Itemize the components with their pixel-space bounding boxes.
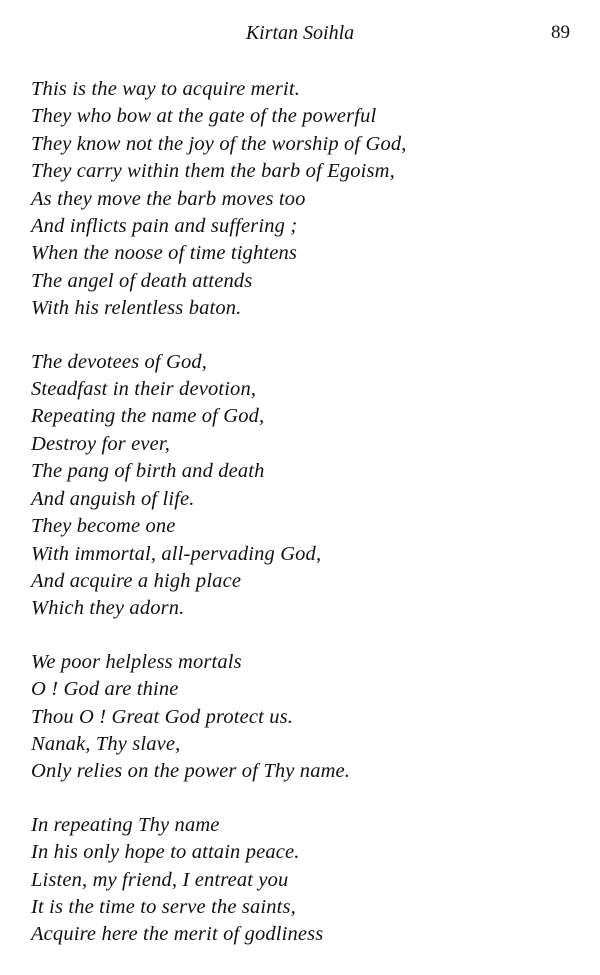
running-title: Kirtan Soihla	[245, 22, 355, 44]
poem-line: The pang of birth and death	[31, 460, 265, 483]
poem-line: O ! God are thine	[31, 678, 179, 701]
poem-line: They become one	[31, 515, 176, 538]
poem-line: Repeating the name of God,	[31, 405, 265, 428]
poem-line: And acquire a high place	[31, 569, 242, 592]
poem-line: They know not the joy of the worship of God,	[31, 132, 407, 155]
poem-line: As they move the barb moves too	[31, 187, 306, 210]
running-head	[0, 20, 600, 46]
poem-line: The devotees of God,	[31, 350, 208, 373]
page-number: 89	[551, 22, 570, 43]
poem-line: Destroy for ever,	[31, 432, 170, 455]
poem-line: Which they adorn.	[31, 597, 185, 620]
poem-line: Steadfast in their devotion,	[31, 378, 257, 401]
poem-line: Listen, my friend, I entreat you	[31, 868, 289, 891]
poem-line: It is the time to serve the saints,	[31, 895, 296, 918]
poem-body	[31, 76, 571, 975]
poem-line: When the noose of time tightens	[31, 242, 297, 265]
poem-line: They carry within them the barb of Egoism,	[31, 160, 395, 183]
stanza-4	[31, 812, 571, 949]
poem-line: We poor helpless mortals	[31, 650, 242, 673]
poem-line: Only relies on the power of Thy name.	[31, 760, 351, 783]
poem-line: Thou O ! Great God protect us.	[31, 705, 294, 728]
poem-line: The angel of death attends	[31, 269, 253, 292]
poem-line: With immortal, all-pervading God,	[31, 542, 322, 565]
poem-line: Acquire here the merit of godliness	[31, 923, 324, 946]
poem-line: In repeating Thy name	[31, 813, 220, 836]
poem-line: In his only hope to attain peace.	[31, 841, 300, 864]
stanza-3	[31, 649, 571, 786]
poem-line: And anguish of life.	[31, 487, 195, 510]
poem-line: With his relentless baton.	[31, 297, 242, 320]
poem-line: Nanak, Thy slave,	[31, 732, 181, 755]
stanza-2	[31, 349, 571, 623]
poem-line: This is the way to acquire merit.	[31, 78, 300, 100]
stanza-1	[31, 76, 571, 323]
poem-line: And inflicts pain and suffering ;	[31, 215, 298, 238]
poem-line: They who bow at the gate of the powerful	[31, 105, 377, 128]
